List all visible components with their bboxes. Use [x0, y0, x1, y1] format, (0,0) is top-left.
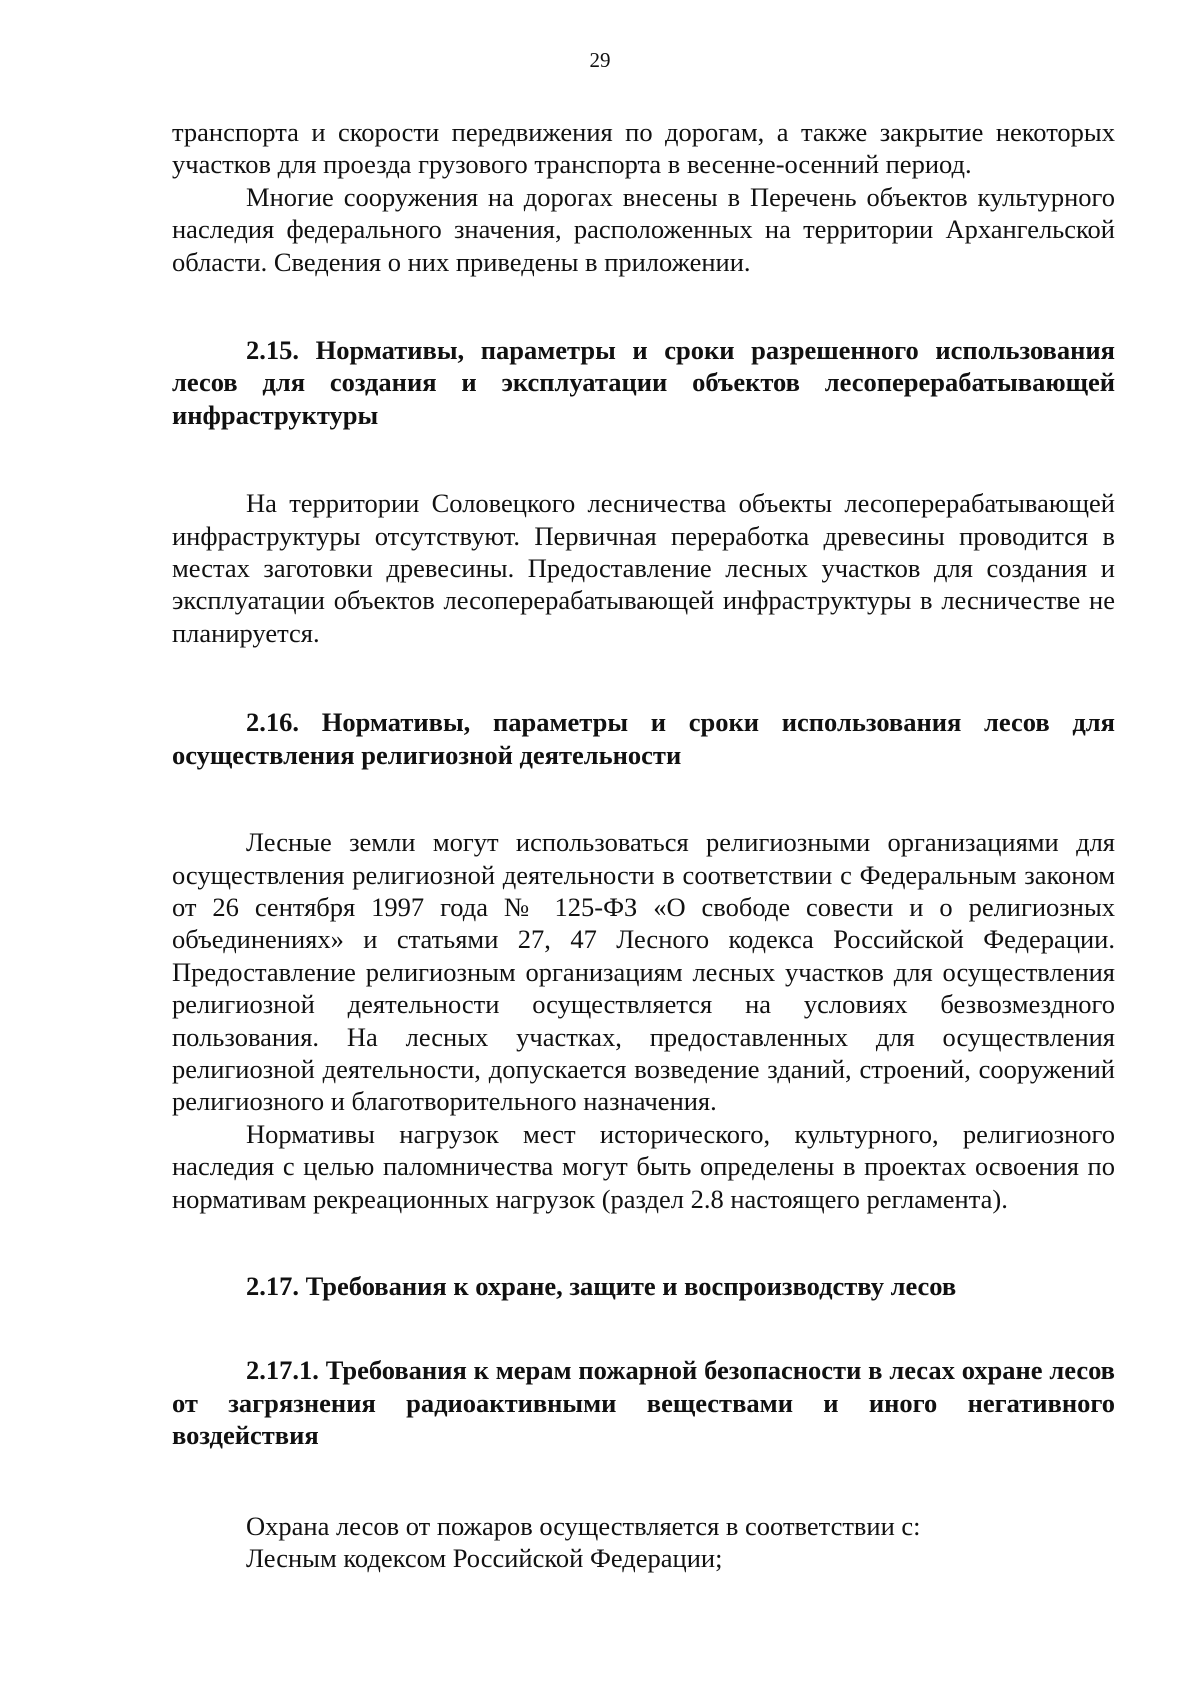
page-content — [172, 116, 1115, 1574]
section-heading-2-17: 2.17. Требования к охране, защите и воспроизводству лесов — [246, 1270, 957, 1301]
paragraph-forest-code: Лесным кодексом Российской Федерации; — [246, 1543, 723, 1573]
paragraph-cultural-heritage: Многие сооружения на дорогах внесены в Перечень объектов культурного наследия федерального значения, расположенных на территории Архангельской области. Сведения о них приведены в приложении. — [172, 181, 1115, 277]
paragraph-processing-infrastructure: На территории Соловецкого лесничества объекты лесоперерабатывающей инфраструктуры отсутствуют. Первичная переработка древесины проводится в местах заготовки древесины. Предоставление лесных участков для создания и эксплуатации объектов лесоперерабатывающей инфраструктуры в лесничестве не планируется. — [172, 488, 1115, 648]
page-number: 29 — [589, 48, 611, 72]
paragraph-pilgrimage-norms: Нормативы нагрузок мест исторического, культурного, религиозного наследия с целью паломничества могут быть определены в проектах освоения по нормативам рекреационных нагрузок (раздел 2.8 настоящего регламента). — [172, 1118, 1115, 1214]
section-heading-2-15: 2.15. Нормативы, параметры и сроки разрешенного использования лесов для создания и эксплуатации объектов лесоперерабатывающей инфраструктуры — [172, 335, 1115, 430]
section-heading-2-16: 2.16. Нормативы, параметры и сроки использования лесов для осуществления религиозной деятельности — [172, 707, 1115, 770]
section-heading-2-17-1: 2.17.1. Требования к мерам пожарной безопасности в лесах охране лесов от загрязнения радиоактивными веществами и иного негативного воздействия — [172, 1355, 1115, 1451]
paragraph-religious-use: Лесные земли могут использоваться религиозными организациями для осуществления религиозной деятельности в соответствии с Федеральным законом от 26 сентября 1997 года № 125-ФЗ «О свободе совести и о религиозных объединениях» и статьями 27, 47 Лесного кодекса Российской Федерации. Предоставление религиозным организациям лесных участков для осуществления религиозной деятельности осуществляется на условиях безвозмездного пользования. На лесных участках, предоставленных для осуществления религиозной деятельности, допускается возведение зданий, строений, сооружений религиозного и благотворительного назначения. — [172, 827, 1115, 1117]
paragraph-road-transport: транспорта и скорости передвижения по дорогам, а также закрытие некоторых участков для проезда грузового транспорта в весенне-осенний период. — [172, 117, 1115, 180]
paragraph-fire-protection-intro: Охрана лесов от пожаров осуществляется в соответствии с: — [246, 1510, 921, 1541]
